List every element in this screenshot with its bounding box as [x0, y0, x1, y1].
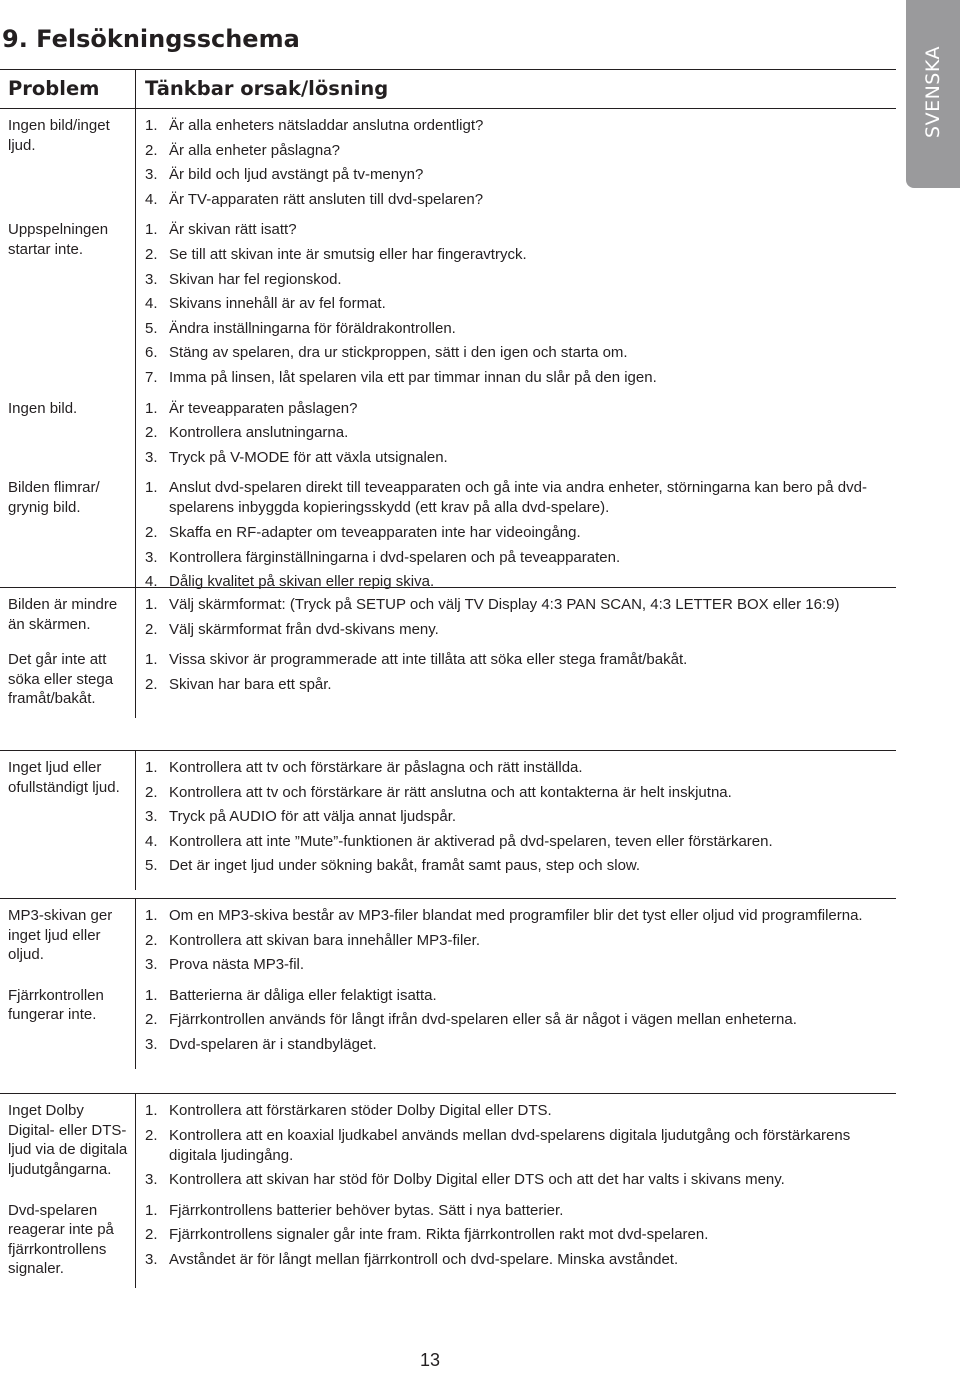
item-number: 4. [145, 832, 158, 850]
item-text: Se till att skivan inte är smutsig eller har fingeravtryck. [169, 245, 527, 263]
solution-item [145, 1010, 890, 1030]
item-text: Fjärrkontrollens batterier behöver bytas. Sätt i nya batterier. [169, 1201, 564, 1219]
item-number: 1. [145, 399, 158, 417]
solution-item [145, 1035, 890, 1055]
item-number: 2. [145, 675, 158, 693]
item-number: 3. [145, 448, 158, 466]
solution-list [145, 220, 890, 388]
solution-item [145, 783, 890, 803]
item-number: 1. [145, 221, 158, 239]
item-text: Anslut dvd-spelaren direkt till teveapparaten och gå inte via andra enheter, störningarna kan bero på dvd-spelarens inbyggda kopieringsskydd (ett krav på alla dvd-spelare). [169, 479, 867, 517]
solution-item [145, 448, 890, 468]
solution-item [145, 294, 890, 314]
solution-cell [136, 393, 896, 473]
solution-cell [136, 109, 896, 214]
solution-cell [136, 472, 896, 605]
item-number: 2. [145, 245, 158, 263]
table-row [0, 214, 896, 392]
table-rows [0, 899, 896, 1069]
troubleshooting-table-block-5 [0, 1093, 896, 1288]
solution-item [145, 832, 890, 852]
language-tab-label: SVENSKA [922, 46, 944, 138]
item-text: Är skivan rätt isatt? [169, 221, 297, 239]
item-text: Ändra inställningarna för föräldrakontrollen. [169, 319, 456, 337]
problem-cell: Uppspelningen startar inte. [0, 214, 136, 392]
item-number: 6. [145, 344, 158, 362]
table-row [0, 1094, 896, 1195]
item-text: Kontrollera att inte ”Mute”-funktionen är aktiverad på dvd-spelaren, teven eller förstärkaren. [169, 832, 773, 850]
table-row [0, 644, 896, 718]
item-text: Kontrollera att skivan bara innehåller MP3-filer. [169, 931, 480, 949]
item-number: 5. [145, 857, 158, 875]
table-rows [0, 109, 896, 606]
item-number: 7. [145, 368, 158, 386]
item-number: 4. [145, 190, 158, 208]
solution-item [145, 856, 890, 876]
item-text: Skivan har bara ett spår. [169, 675, 332, 693]
table-row [0, 980, 896, 1069]
item-number: 2. [145, 141, 158, 159]
item-text: Är bild och ljud avstängt på tv-menyn? [169, 166, 424, 184]
page-number: 13 [419, 1350, 441, 1370]
problem-cell: Bilden flimrar/ grynig bild. [0, 472, 136, 605]
solution-item [145, 141, 890, 161]
item-number: 2. [145, 1011, 158, 1029]
solution-item [145, 595, 890, 615]
solution-item [145, 523, 890, 543]
item-text: Kontrollera att tv och förstärkare är rätt anslutna och att kontakterna är helt inskjutna. [169, 783, 732, 801]
item-text: Stäng av spelaren, dra ur stickproppen, sätt i den igen och starta om. [169, 344, 628, 362]
solution-item [145, 548, 890, 568]
table-row [0, 472, 896, 605]
table-header [0, 69, 896, 109]
solution-item [145, 368, 890, 388]
item-number: 1. [145, 117, 158, 134]
item-number: 1. [145, 759, 158, 776]
item-number: 2. [145, 1126, 158, 1144]
solution-item [145, 807, 890, 827]
solution-list [145, 906, 890, 975]
item-number: 2. [145, 1226, 158, 1244]
item-number: 2. [145, 620, 158, 638]
item-text: Det är inget ljud under sökning bakåt, framåt samt paus, step och slow. [169, 857, 641, 875]
item-text: Fjärrkontrollen används för långt ifrån dvd-spelaren eller så är något i vägen mellan enheterna. [169, 1011, 797, 1029]
item-number: 3. [145, 166, 158, 184]
solution-item [145, 399, 890, 419]
item-number: 3. [145, 270, 158, 288]
item-text: Kontrollera att en koaxial ljudkabel används mellan dvd-spelarens digitala ljudutgång och förstärkarens digitala ljudingång. [169, 1126, 851, 1164]
troubleshooting-table-block-4 [0, 898, 896, 1069]
item-text: Kontrollera att skivan har stöd för Dolby Digital eller DTS och att det har valts i skivans meny. [169, 1171, 785, 1189]
solution-list [145, 478, 890, 592]
item-text: Är TV-apparaten rätt ansluten till dvd-spelaren? [169, 190, 484, 208]
solution-item [145, 986, 890, 1006]
solution-list [145, 986, 890, 1055]
solution-item [145, 1126, 890, 1166]
solution-item [145, 319, 890, 339]
language-tab [906, 0, 960, 188]
table-row [0, 1195, 896, 1288]
item-text: Om en MP3-skiva består av MP3-filer blandat med programfiler blir det tyst eller oljud vid programfilerna. [169, 907, 863, 924]
item-number: 2. [145, 424, 158, 442]
item-number: 1. [145, 907, 158, 924]
solution-item [145, 1225, 890, 1245]
item-text: Dålig kvalitet på skivan eller repig skiva. [169, 573, 435, 591]
solution-item [145, 650, 890, 670]
solution-list [145, 650, 890, 695]
item-number: 1. [145, 986, 158, 1004]
solution-item [145, 116, 890, 136]
troubleshooting-table-block-2 [0, 587, 896, 718]
solution-item [145, 165, 890, 185]
item-number: 1. [145, 1102, 158, 1119]
solution-item [145, 955, 890, 975]
solution-cell [136, 588, 896, 644]
solution-item [145, 1101, 890, 1121]
problem-cell: Fjärrkontrollen fungerar inte. [0, 980, 136, 1069]
item-text: Är alla enheters nätsladdar anslutna ordentligt? [169, 117, 484, 134]
item-number: 1. [145, 596, 158, 613]
item-number: 4. [145, 573, 158, 591]
troubleshooting-table-block-1 [0, 69, 896, 606]
item-text: Kontrollera att förstärkaren stöder Dolby Digital eller DTS. [169, 1102, 552, 1119]
solution-item [145, 675, 890, 695]
item-number: 1. [145, 1201, 158, 1219]
table-row [0, 109, 896, 214]
solution-item [145, 478, 890, 518]
solution-item [145, 220, 890, 240]
solution-list [145, 758, 890, 876]
table-row [0, 751, 896, 890]
problem-cell: Inget ljud eller ofullständigt ljud. [0, 751, 136, 890]
problem-cell: Det går inte att söka eller stega framåt/bakåt. [0, 644, 136, 718]
solution-item [145, 758, 890, 778]
solution-item [145, 620, 890, 640]
item-text: Tryck på V-MODE för att växla utsignalen. [169, 448, 448, 466]
solution-cell [136, 899, 896, 980]
solution-list [145, 1101, 890, 1190]
table-row [0, 393, 896, 473]
solution-cell [136, 644, 896, 718]
solution-cell [136, 1094, 896, 1195]
solution-cell [136, 1195, 896, 1288]
item-text: Imma på linsen, låt spelaren vila ett par timmar innan du slår på den igen. [169, 368, 657, 386]
item-text: Vissa skivor är programmerade att inte tillåta att söka eller stega framåt/bakåt. [169, 651, 688, 669]
item-number: 1. [145, 479, 158, 497]
item-text: Kontrollera färginställningarna i dvd-spelaren och på teveapparaten. [169, 548, 621, 566]
header-problem: Problem [0, 70, 136, 108]
solution-cell [136, 980, 896, 1069]
item-text: Skivan har fel regionskod. [169, 270, 342, 288]
table-rows [0, 751, 896, 890]
solution-item [145, 1170, 890, 1190]
item-number: 2. [145, 931, 158, 949]
item-text: Avståndet är för långt mellan fjärrkontroll och dvd-spelare. Minska avståndet. [169, 1250, 679, 1268]
item-number: 2. [145, 523, 158, 541]
item-number: 3. [145, 1171, 158, 1189]
item-text: Kontrollera anslutningarna. [169, 424, 349, 442]
item-text: Dvd-spelaren är i standbyläget. [169, 1035, 377, 1053]
solution-list [145, 399, 890, 468]
solution-cell [136, 214, 896, 392]
item-text: Välj skärmformat från dvd-skivans meny. [169, 620, 439, 638]
item-text: Batterierna är dåliga eller felaktigt isatta. [169, 986, 437, 1004]
item-number: 3. [145, 1250, 158, 1268]
item-number: 1. [145, 651, 158, 669]
solution-item [145, 906, 890, 926]
problem-cell: Dvd-spelaren reagerar inte på fjärrkontrollens signaler. [0, 1195, 136, 1288]
solution-item [145, 343, 890, 363]
item-text: Välj skärmformat: (Tryck på SETUP och välj TV Display 4:3 PAN SCAN, 4:3 LETTER BOX eller 16:9) [169, 596, 840, 613]
table-rows [0, 588, 896, 718]
item-text: Skivans innehåll är av fel format. [169, 295, 386, 313]
item-text: Tryck på AUDIO för att välja annat ljudspår. [169, 808, 457, 826]
solution-item [145, 190, 890, 210]
problem-cell: Ingen bild/inget ljud. [0, 109, 136, 214]
item-number: 5. [145, 319, 158, 337]
item-text: Är teveapparaten påslagen? [169, 399, 358, 417]
problem-cell: MP3-skivan ger inget ljud eller oljud. [0, 899, 136, 980]
solution-list [145, 1201, 890, 1270]
item-text: Fjärrkontrollens signaler går inte fram. Rikta fjärrkontrollen rakt mot dvd-spelaren. [169, 1226, 709, 1244]
solution-item [145, 1201, 890, 1221]
solution-list [145, 595, 890, 640]
item-number: 3. [145, 808, 158, 826]
solution-item [145, 423, 890, 443]
table-row [0, 899, 896, 980]
section-title: 9. Felsökningsschema [2, 25, 300, 53]
item-text: Kontrollera att tv och förstärkare är påslagna och rätt inställda. [169, 759, 583, 776]
table-rows [0, 1094, 896, 1288]
solution-list [145, 116, 890, 210]
solution-item [145, 931, 890, 951]
item-text: Skaffa en RF-adapter om teveapparaten inte har videoingång. [169, 523, 581, 541]
solution-item [145, 270, 890, 290]
solution-cell [136, 751, 896, 890]
troubleshooting-table-block-3 [0, 750, 896, 890]
header-solution: Tänkbar orsak/lösning [145, 77, 389, 100]
item-number: 2. [145, 783, 158, 801]
item-number: 4. [145, 295, 158, 313]
solution-item [145, 1250, 890, 1270]
item-number: 3. [145, 548, 158, 566]
item-text: Prova nästa MP3-fil. [169, 956, 305, 974]
solution-item [145, 245, 890, 265]
item-number: 3. [145, 956, 158, 974]
problem-cell: Ingen bild. [0, 393, 136, 473]
table-row [0, 588, 896, 644]
item-number: 3. [145, 1035, 158, 1053]
problem-cell: Bilden är mindre än skärmen. [0, 588, 136, 644]
problem-cell: Inget Dolby Digital- eller DTS-ljud via de digitala ljudutgångarna. [0, 1094, 136, 1195]
item-text: Är alla enheter påslagna? [169, 141, 340, 159]
